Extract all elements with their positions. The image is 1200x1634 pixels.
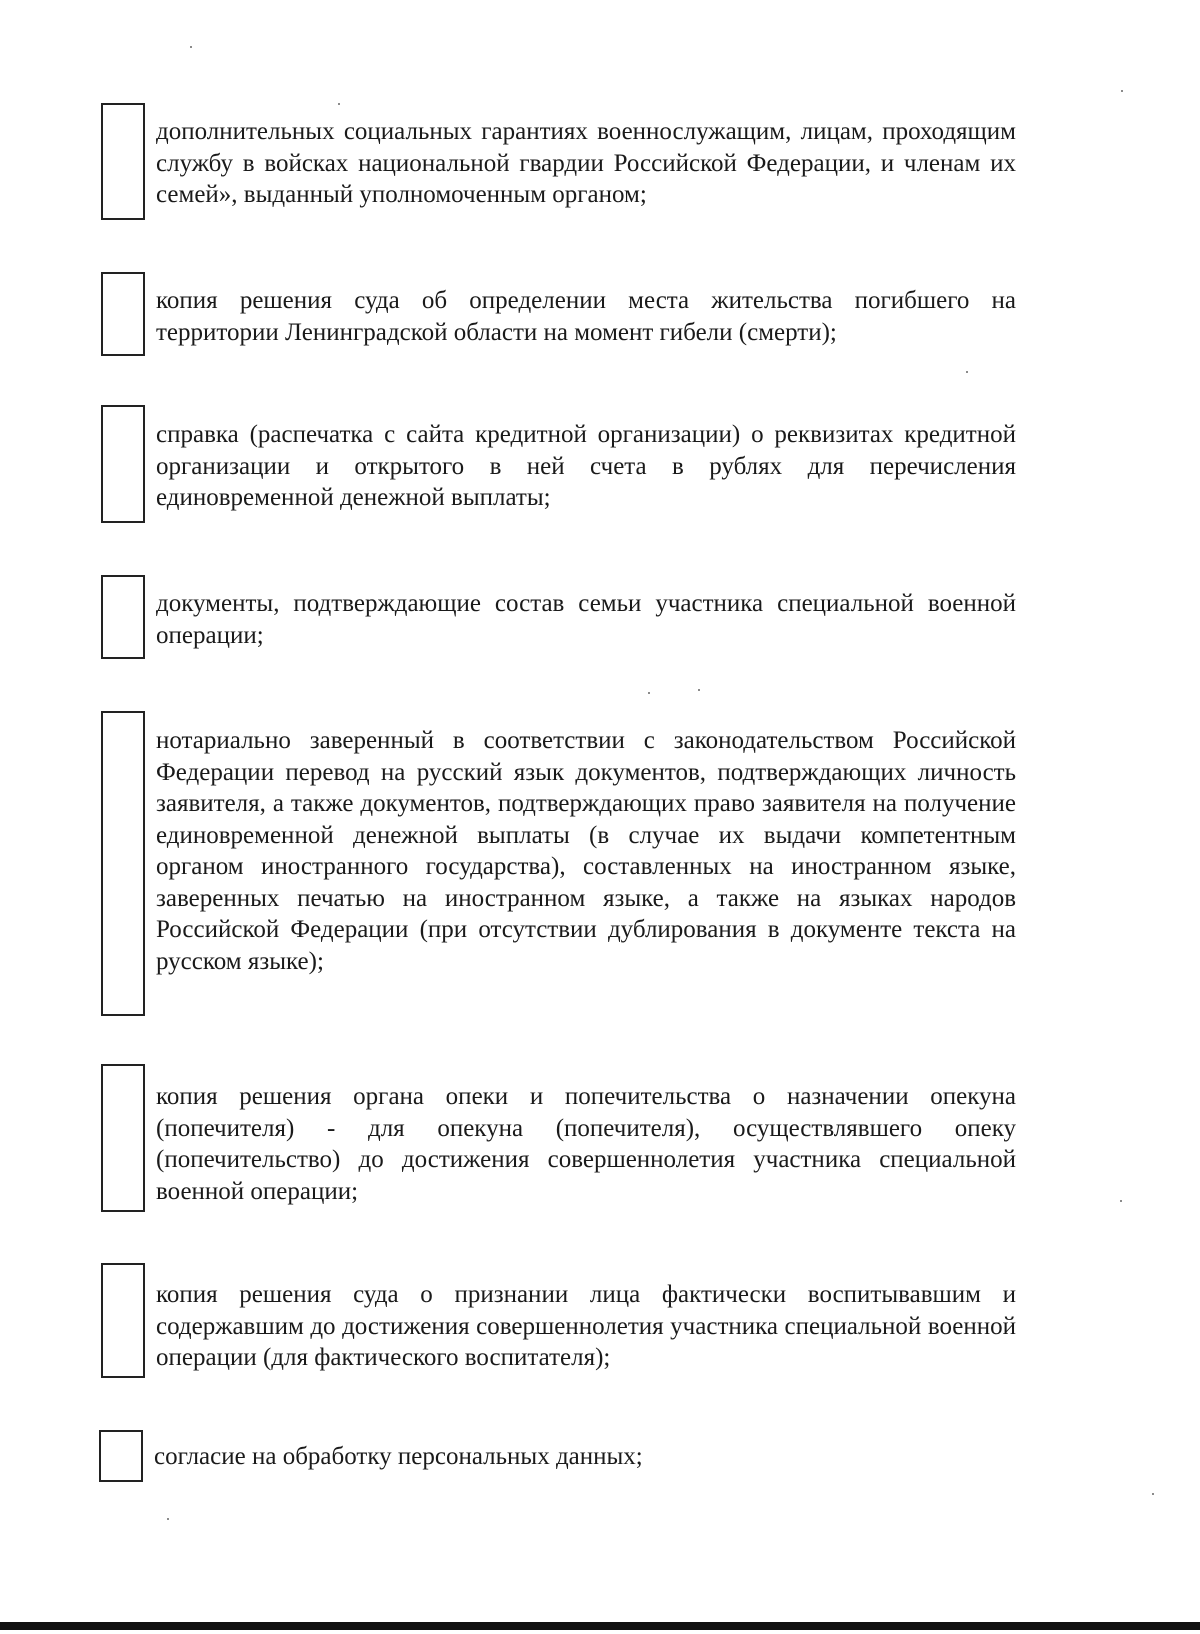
scan-edge-line [0, 1622, 1200, 1630]
checkbox[interactable] [101, 711, 145, 1016]
item-text: справка (распечатка с сайта кредитной организации) о реквизитах кредитной организации и открытого в ней счета в рублях для перечисления единовременной денежной выплаты; [156, 421, 1016, 511]
scan-speck [966, 371, 968, 373]
item-text: копия решения суда о признании лица фактически воспитывавшим и содержавшим до достижения совершеннолетия участника специальной военной операции (для фактического воспитателя); [156, 1281, 1016, 1371]
item-text: копия решения суда об определении места жительства погибшего на территории Ленинградской области на момент гибели (смерти); [156, 287, 1016, 346]
checkbox[interactable] [101, 1064, 145, 1212]
item-text: документы, подтверждающие состав семьи участника специальной военной операции; [156, 590, 1016, 649]
checkbox[interactable] [101, 272, 145, 356]
checkbox[interactable] [101, 103, 145, 220]
checkbox[interactable] [99, 1430, 143, 1482]
scan-speck [338, 103, 340, 105]
checkbox[interactable] [101, 575, 145, 659]
item-text: копия решения органа опеки и попечительства о назначении опекуна (попечителя) - для опекуна (попечителя), осуществлявшего опеку (попечительство) до достижения совершеннолетия участника специальной военной операции; [156, 1083, 1016, 1205]
checkbox[interactable] [101, 405, 145, 523]
checkbox[interactable] [101, 1263, 145, 1378]
item-text: дополнительных социальных гарантиях военнослужащим, лицам, проходящим службу в войсках национальной гвардии Российской Федерации, и членам их семей», выданный уполномоченным органом; [156, 118, 1016, 208]
scan-speck [648, 692, 650, 694]
scan-speck [698, 689, 700, 691]
scan-speck [190, 46, 192, 48]
scan-speck [167, 1518, 169, 1520]
scan-speck [1121, 90, 1123, 92]
item-text: согласие на обработку персональных данных; [154, 1443, 643, 1470]
item-text: нотариально заверенный в соответствии с законодательством Российской Федерации перевод на русский язык документов, подтверждающих личность заявителя, а также документов, подтверждающих право заявителя на получение единовременной денежной выплаты (в случае их выдачи компетентным органом иностранного государства), составленных на иностранном языке, заверенных печатью на иностранном языке, а также на языках народов Российской Федерации (при отсутствии дублирования в документе текста на русском языке); [156, 727, 1016, 975]
scan-speck [1152, 1493, 1154, 1495]
scan-speck [1120, 1200, 1122, 1202]
